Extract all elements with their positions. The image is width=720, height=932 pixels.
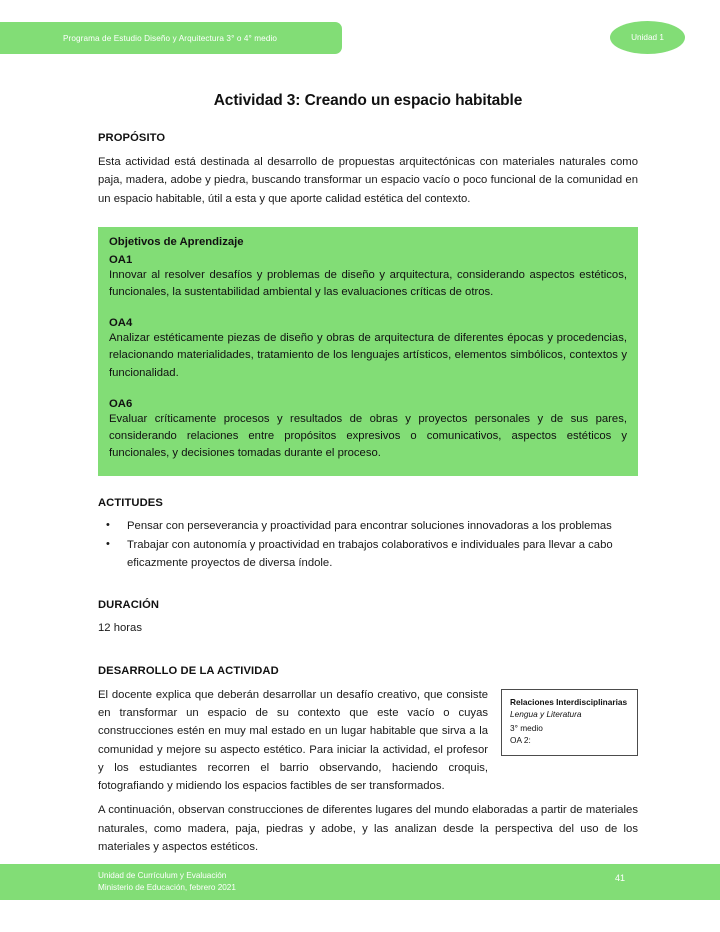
duracion-value: 12 horas [98,621,142,634]
list-item: • Trabajar con autonomía y proactividad en trabajos colaborativos e individuales para llevar a cabo eficazmente proyectos de diversa índole. [98,537,638,573]
program-header-label: Programa de Estudio Diseño y Arquitectura 3° o 4° medio [62,33,278,43]
page-title: Actividad 3: Creando un espacio habitable [213,92,523,109]
objetivo-text: Innovar al resolver desafíos y problemas de diseño y arquitectura, considerando aspectos estéticos, funcionales, la sustentabilidad ambiental y las evaluaciones críticas de otros. [109,268,627,299]
actitudes-list [98,518,638,573]
proposito-paragraph: Esta actividad está destinada al desarrollo de propuestas arquitectónicas con materiales naturales como paja, madera, adobe y piedra, buscando transformar un espacio vacío o poco funcional de la comunidad en un espacio habitable, útil a esta y que aporte calidad estética del contexto. [98,156,638,205]
page-number: 41 [614,873,625,883]
relaciones-interdisciplinarias-box [501,689,638,756]
desarrollo-paragraph-2: A continuación, observan construcciones de diferentes lugares del mundo elaboradas a partir de materiales naturales, como madera, paja, piedras y adobe, y las analizan desde la perspectiva del uso de los materiales y aspectos estéticos. [98,804,638,853]
unit-badge-label: Unidad 1 [631,33,664,42]
list-item: • Pensar con perseverancia y proactividad para encontrar soluciones innovadoras a los problemas [98,518,638,536]
desarrollo-heading: DESARROLLO DE LA ACTIVIDAD [98,664,279,677]
actitudes-section [98,497,638,573]
desarrollo-section [98,665,638,863]
objetivos-box-title: Objetivos de Aprendizaje [109,235,244,248]
objetivo-text: Evaluar críticamente procesos y resultados de obras y proyectos personales y de sus pares, considerando relaciones entre propósitos expresivos o comunicativos, aspectos estéticos y funcionales, y decisiones tomadas durante el proceso. [109,412,627,459]
objetivo-code: OA1 [109,253,133,266]
objetivo-code: OA6 [109,397,133,410]
footer-line-2: Ministerio de Educación, febrero 2021 [98,883,236,893]
objetivos-aprendizaje-box [98,227,638,476]
objetivo-item [109,254,627,301]
desarrollo-paragraph-1: El docente explica que deberán desarrollar un desafío creativo, que consiste en transformar un espacio de su contexto que este vacío o cuyas construcciones estén en muy mal estado en un lugar habitable que sirva a la comunidad y mejore su aspecto estético. Para iniciar la actividad, el profesor y los estudiantes recorren el barrio observando, haciendo croquis, fotografiando y midiendo los espacios factibles de ser transformados. [98,688,488,793]
interdisciplinary-oa-code: OA 2: [510,734,531,745]
objetivo-item [109,317,627,381]
interdisciplinary-box-title: Relaciones Interdisciplinarias [510,696,628,707]
document-content [98,92,638,862]
footer-organization [98,870,236,895]
duracion-heading: DURACIÓN [98,598,160,611]
objetivo-code: OA4 [109,317,133,330]
proposito-section [98,132,638,208]
objetivo-text: Analizar estéticamente piezas de diseño y obras de arquitectura de diferentes épocas y procedencias, relacionando materialidades, tratamiento de los lenguajes artísticos, elementos simbólicos, contextos y funcionalidad. [109,332,627,379]
objetivo-item [109,398,627,462]
interdisciplinary-subject: Lengua y Literatura [510,709,582,720]
program-header-bar [0,22,342,54]
unit-badge [610,21,685,54]
actitudes-heading: ACTITUDES [98,497,163,510]
page-header [0,22,720,56]
footer-line-1: Unidad de Currículum y Evaluación [98,871,227,880]
page-footer [0,864,720,900]
interdisciplinary-level: 3° medio [510,722,543,733]
proposito-heading: PROPÓSITO [98,132,166,144]
duracion-section [98,599,638,637]
